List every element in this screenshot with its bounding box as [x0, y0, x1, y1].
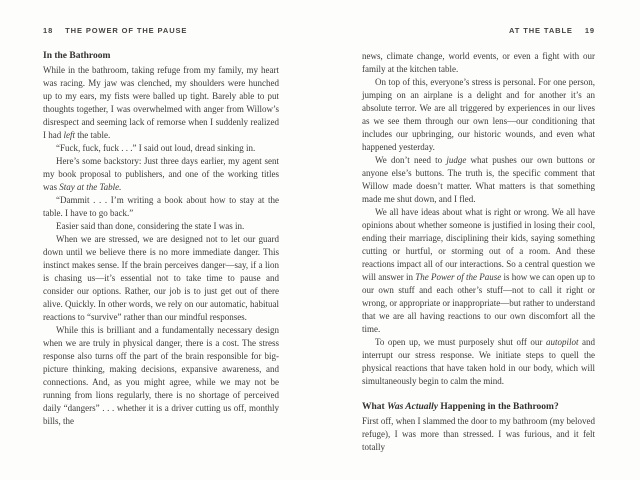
- page-number-right: 19: [584, 26, 595, 35]
- left-page-content: [43, 50, 279, 428]
- right-page: [362, 26, 595, 454]
- page-number-left: 18: [43, 26, 54, 35]
- paragraph: When we are stressed, we are designed not to let our guard down until we believe there is no more immediate danger. This instinct makes sense. If the brain perceives danger—say, if a lion is chasing us—it’s essential not to take time to pause and consider our options. Rather, our job is to just get out of there alive. Quickly. In other words, we rely on our automatic, habitual reactions to “survive” rather than our mindful responses.: [43, 234, 279, 322]
- paragraph: Here’s some backstory: Just three days earlier, my agent sent my book proposal to publishers, and one of the working titles was Stay at the Table.: [43, 156, 279, 192]
- paragraph: We all have ideas about what is right or wrong. We all have opinions about whether someone is justified in losing their cool, ending their marriage, disciplining their kids, saying something cutting or hurtful, or storming out of a room. And these reactions impact all of our interactions. So a central question we will answer in The Power of the Pause is how we can open up to our own stuff and each other’s stuff—not to call it right or wrong, or appropriate or inappropriate—but rather to understand that we are all having reactions to our own discomfort all the time.: [362, 207, 595, 334]
- running-title-left: THE POWER OF THE PAUSE: [65, 26, 188, 35]
- paragraph: First off, when I slammed the door to my bathroom (my beloved refuge), I was more than stressed. I was furious, and it felt totally: [362, 416, 595, 452]
- paragraph: While this is brilliant and a fundamentally necessary design when we are truly in physical danger, there is a cost. The stress response also turns off the part of the brain responsible for big-picture thinking, making decisions, expansive awareness, and connections. And, as you might agree, while we may not be running from lions regularly, there is no shortage of perceived daily “dangers” . . . whether it is a driver cutting us off, monthly bills, the: [43, 325, 279, 426]
- paragraph: news, climate change, world events, or even a fight with our family at the kitchen table.: [362, 51, 595, 74]
- paragraph: To open up, we must purposely shut off our autopilot and interrupt our stress response. We initiate steps to quell the physical reactions that have taken hold in our body, which will simultaneously begin to calm the mind.: [362, 337, 596, 386]
- right-page-header: [362, 26, 595, 35]
- right-page-content: [362, 50, 595, 454]
- left-page-header: [43, 26, 279, 35]
- section-heading: In the Bathroom: [43, 51, 111, 61]
- paragraph: Easier said than done, considering the state I was in.: [56, 221, 245, 231]
- paragraph: On top of this, everyone’s stress is personal. For one person, jumping on an airplane is a delight and for another it’s an absolute terror. We are all triggered by experiences in our lives as we see them through our own lens—our conditioning that includes our upbringing, our historic wounds, and even what happened yesterday.: [362, 77, 595, 152]
- paragraph: We don’t need to judge what pushes our own buttons or anyone else’s buttons. The truth is, the specific comment that Willow made doesn’t matter. What matters is that something made me shut down, and I fled.: [362, 155, 595, 204]
- paragraph: “Dammit . . . I’m writing a book about how to stay at the table. I have to go back.”: [43, 195, 279, 218]
- left-page: [43, 26, 279, 428]
- paragraph: While in the bathroom, taking refuge from my family, my heart was racing. My jaw was clenched, my shoulders were hunched up to my ears, my fists were balled up tight. Barely able to put thoughts together, I was overwhelmed with anger from Willow’s disrespect and seeming lack of remorse when I suddenly realized I had left the table.: [43, 65, 279, 140]
- paragraph: “Fuck, fuck, fuck . . .” I said out loud, dread sinking in.: [56, 143, 256, 153]
- section-heading: What Was Actually Happening in the Bathroom?: [362, 402, 559, 412]
- running-title-right: AT THE TABLE: [508, 26, 573, 35]
